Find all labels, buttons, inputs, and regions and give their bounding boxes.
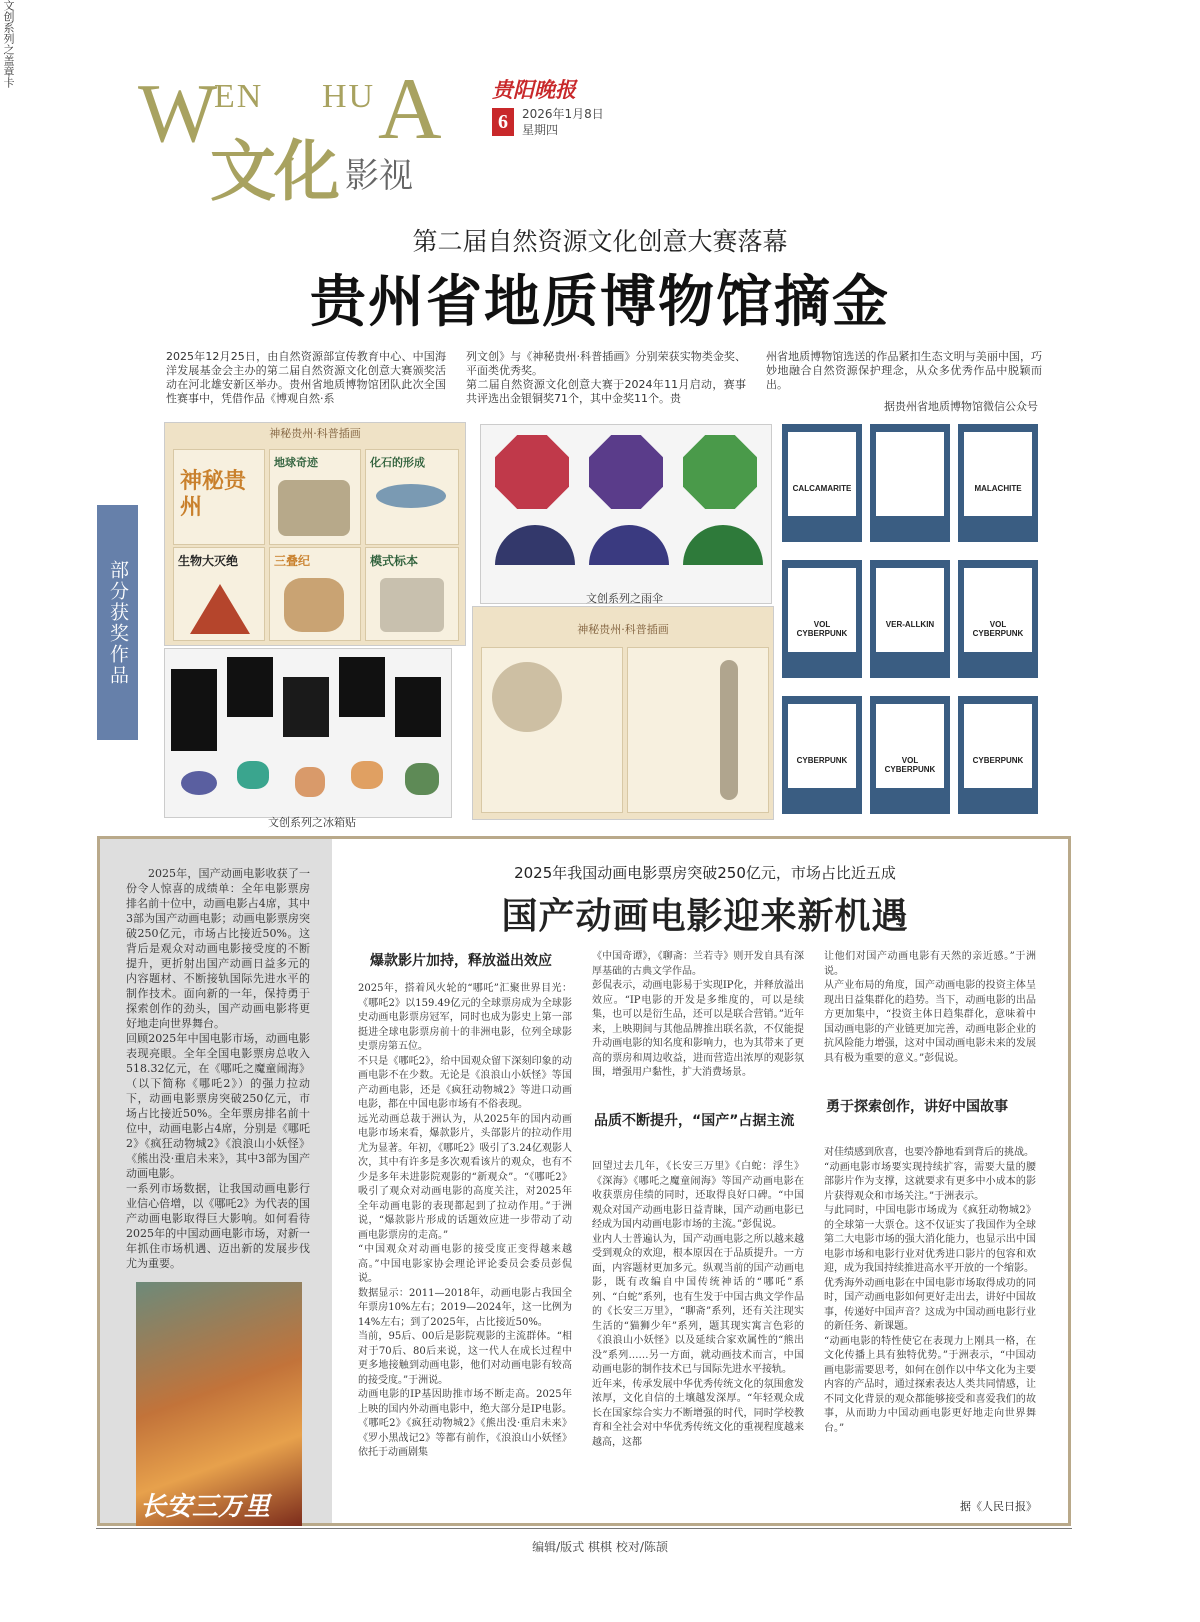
stamp-card xyxy=(782,424,862,542)
award-works-side-label: 部分获奖作品 xyxy=(97,505,138,740)
umbrella-open-blue xyxy=(589,525,669,565)
science-illustration-panel-2 xyxy=(472,606,774,820)
poster-card xyxy=(365,547,459,641)
magnet-color-3 xyxy=(295,767,325,797)
article2-headline: 国产动画电影迎来新机遇 xyxy=(501,896,909,937)
magnet-color-5 xyxy=(405,763,439,795)
stamp-label: CYBERPUNK xyxy=(796,756,848,765)
science-illustration-panel xyxy=(164,422,466,646)
stamp-card xyxy=(782,560,862,678)
umbrella-product-panel xyxy=(480,424,772,604)
stamp-label: VER-ALLKIN xyxy=(885,620,935,629)
masthead-letter-a: A xyxy=(378,61,442,158)
article2-section-heading-2: 品质不断提升，“国产”占据主流 xyxy=(594,1113,795,1129)
poster-card-title: 模式标本 xyxy=(370,554,419,568)
stamp-card-grid xyxy=(782,424,1042,819)
article2-col3b: 对佳绩感到欣喜，也要冷静地看到背后的挑战。 “动画电影市场要实现持续扩容，需要大量的腰部影片作为支撑，这就要求有更多中小成本的影片获得观众和市场关注。”于洲表示。 与此同时，中国电影市场成为《疯狂动物城2》的全球第一大票仓。这不仅证实了我国作为全球第二大电影市场的强大消化能力，也显示出中国电影市场和电影行业对优秀进口影片的包容和欢迎，成为我国持续推进高水平开放的一个缩影。 优秀海外动画电影在中国电影市场取得成功的同时，国产动画电影如何更好走出去，讲好中国故事，传递好中国声音？这成为中国动画电影行业的新任务、新课题。 “动画电影的特性使它在表现力上刚具一格，在文化传播上具有独特优势。”于洲表示，“中国动画电影需要思考，如何在创作以中华文化为主要内容的产品时，通过探索表达人类共同情感，让不同文化背景的观众都能够接受和喜爱我们的故事，从而助力中国动画电影更好地走向世界舞台。” xyxy=(824,1147,1036,1434)
article1-headline: 贵州省地质博物馆摘金 xyxy=(310,270,890,335)
article1-intro-col1: 2025年12月25日，由自然资源部宣传教育中心、中国海洋发展基金会主办的第二届自然资源文化创意大赛颁奖活动在河北雄安新区举办。贵州省地质博物馆团队此次全国性赛事中，凭借作品《博观自然·系 xyxy=(166,350,446,405)
masthead-letters-en: EN xyxy=(214,78,264,115)
umbrella-open-navy xyxy=(495,525,575,565)
poster-card-title: 三叠纪 xyxy=(274,554,311,568)
fossil-fish-illustration xyxy=(376,484,446,508)
stamp-card xyxy=(870,696,950,814)
fossil-skeleton xyxy=(720,660,738,800)
magnet-color-4 xyxy=(351,761,383,789)
rock-illustration xyxy=(278,480,350,536)
panel-banner: 神秘贵州·科普插画 xyxy=(269,427,361,440)
article1-source: 据贵州省地质博物馆微信公众号 xyxy=(884,400,1038,413)
stamp-card xyxy=(870,560,950,678)
page-number: 6 xyxy=(492,108,514,136)
poster-card-title: 神秘贵州 xyxy=(180,468,247,520)
fridge-magnet-panel xyxy=(164,648,452,818)
poster-card-title: 生物大灭绝 xyxy=(178,554,239,568)
umbrella-open-green xyxy=(683,525,763,565)
caption-fridge-magnet: 文创系列之冰箱贴 xyxy=(268,816,356,829)
newspaper-logo: 贵阳晚报 xyxy=(492,77,576,102)
fossil-plant-card xyxy=(481,647,623,813)
stamp-card xyxy=(782,696,862,814)
magnet-dark-3 xyxy=(283,677,329,737)
article2-col3a: 让他们对国产动画电影有天然的亲近感。”于洲说。 从产业布局的角度，国产动画电影的投资主体呈现出日益集群化的趋势。当下，动画电影的出品方更加集中，“投资主体日趋集群化，意味着中国动画电影的产业链更加完善，动画电影企业的抗风险能力增强，这对中国动画电影未来的发展具有极为重要的意义。”彭侃说。 xyxy=(824,951,1036,1064)
article1-intro-col3: 州省地质博物馆选送的作品紧扣生态文明与美丽中国，巧妙地融合自然资源保护理念，从众多优秀作品中脱颖而出。 xyxy=(766,350,1042,391)
issue-date-block xyxy=(522,106,604,138)
magnet-color-2 xyxy=(237,761,269,789)
stamp-label: VOL CYBERPUNK xyxy=(796,620,848,638)
article1-intro-col2: 列文创》与《神秘贵州·科普插画》分别荣获实物类金奖、平面类优秀奖。 第二届自然资源文化创意大赛于2024年11月启动，赛事共评选出金银铜奖71个，其中金奖11个。贵 xyxy=(466,350,746,405)
movie-poster-title: 长安三万里 xyxy=(140,1492,271,1522)
caption-umbrella: 文创系列之雨伞 xyxy=(586,592,663,605)
poster-card xyxy=(173,547,265,641)
footer-rule xyxy=(96,1528,1072,1529)
issue-date: 2026年1月8日 xyxy=(522,107,604,121)
stamp-label: CYBERPUNK xyxy=(972,756,1024,765)
stamp-card xyxy=(958,560,1038,678)
umbrella-canopy-purple xyxy=(589,435,663,509)
article2-col2a: 《中国奇谭》，《聊斋：兰若寺》则开发自具有深厚基础的古典文学作品。 彭侃表示，动画电影易于实现IP化，并释放溢出效应。“IP电影的开发是多维度的，可以是续集，也可以是衍生品，还可以是联合营销。”近年来，上映期间与其他品牌推出联名款，不仅能提升动画电影的知名度和影响力，也为其带来了更高的票房和周边收益，进而营造出浓厚的观影氛围，增强用户黏性，扩大消费场景。 xyxy=(592,951,804,1078)
poster-card-title: 地球奇迹 xyxy=(274,456,318,469)
masthead-letter-w: W xyxy=(138,67,218,160)
magnet-dark-1 xyxy=(171,669,217,751)
specimen-illustration xyxy=(380,578,444,632)
stamp-card xyxy=(958,696,1038,814)
stamp-card xyxy=(958,424,1038,542)
article2-sidebar-text: 2025年，国产动画电影收获了一份令人惊喜的成绩单：全年电影票房排名前十位中，动画电影占4席，其中3部为国产动画电影；动画电影票房突破250亿元，市场占比接近50%。这背后是观众对动画电影接受度的不断提升，更折射出国产动画日益多元的内容题材、不断接轨国际先进水平的制作技术。面向新的一年，保持勇于探索创作的劲头，国产动画电影将更好地走向世界舞台。 回顾2025年中国电影市场，动画电影表现亮眼。全年全国电影票房总收入518.32亿元，在《哪吒之魔童闹海》（以下简称《哪吒2》）的强力拉动下，动画电影票房突破250亿元，市场占比接近50%。全年票房排名前十位中，动画电影占4席，分别是《哪吒2》《疯狂动物城2》《浪浪山小妖怪》《熊出没·重启未来》，其中3部为国产动画电影。 一系列市场数据，让我国动画电影行业信心倍增，以《哪吒2》为代表的国产动画电影取得巨大影响。如何看待2025年的中国动画电影市场，对新一年抓住市场机遇、迈出新的发展步伐尤为重要。 xyxy=(126,867,310,1270)
caption-stamp-card: 文创系列之盖章卡 xyxy=(2,0,15,88)
issue-weekday: 星期四 xyxy=(522,123,559,137)
article2-source: 据《人民日报》 xyxy=(960,1500,1037,1513)
footer-credits: 编辑/版式 棋棋 校对/陈颉 xyxy=(532,1540,668,1554)
article2-section-heading-1: 爆款影片加持，释放溢出效应 xyxy=(370,953,552,969)
section-subtitle: 影视 xyxy=(345,156,413,196)
umbrella-canopy-green xyxy=(683,435,757,509)
masthead-letters-hu: HU xyxy=(322,78,376,115)
magnet-dark-2 xyxy=(227,657,273,717)
stamp-label: CALCAMARITE xyxy=(792,484,852,493)
volcano-illustration xyxy=(190,584,250,634)
article2-col1: 2025年，搭着风火轮的“哪吒”汇聚世界目光：《哪吒2》以159.49亿元的全球票房成为全球影史动画电影票房冠军，同时也成为影史上第一部挺进全球电影票房前十的非洲电影，位列全球影史票房第五位。 不只是《哪吒2》，给中国观众留下深刻印象的动画电影不在少数。无论是《浪浪山小妖怪》等国产动画电影，还是《疯狂动物城2》等进口动画电影，都在中国电影市场有不俗表现。 远光动画总裁于洲认为，从2025年的国内动画电影市场来看，爆款影片，头部影片的拉动作用尤为显著。年初，《哪吒2》吸引了3.24亿观影人次，其中有许多是多次观看该片的观众，也有不少是多年未进影院观影的“新观众”。“《哪吒2》吸引了观众对动画电影的高度关注，对2025年全年动画电影的表现都起到了拉动作用。”于洲说，“爆款影片形成的话题效应进一步带动了动画电影票房的走高。” “中国观众对动画电影的接受度正变得越来越高。”中国电影家协会理论评论委员会委员彭侃说。 数据显示：2011—2018年，动画电影占我国全年票房10%左右；2019—2024年，这一比例为14%左右；到了2025年，占比接近50%。 当前，95后、00后是影院观影的主流群体。“相对于70后、80后来说，这一代人在成长过程中更多地接触到动画电影，他们对动画电影有较高的接受度。”于洲说。 动画电影的IP基因助推市场不断走高。2025年上映的国内外动画电影中，绝大部分是IP电影。《哪吒2》《疯狂动物城2》《熊出没·重启未来》《罗小黑战记2》等都有前作，《浪浪山小妖怪》依托于动画剧集 xyxy=(358,983,572,1458)
poster-card xyxy=(365,449,459,545)
article1-subtitle: 第二届自然资源文化创意大赛落幕 xyxy=(412,227,788,256)
section-title: 文化 xyxy=(210,133,338,210)
article2-section-heading-3: 勇于探索创作，讲好中国故事 xyxy=(826,1099,1008,1115)
article2-subtitle: 2025年我国动画电影票房突破250亿元，市场占比近五成 xyxy=(514,864,896,882)
magnet-dark-4 xyxy=(339,657,385,717)
magnet-dark-5 xyxy=(395,677,441,737)
poster-card-title: 化石的形成 xyxy=(370,456,425,469)
magnet-color-1 xyxy=(181,771,217,795)
reptile-illustration xyxy=(284,578,344,632)
poster-card xyxy=(269,449,361,545)
umbrella-canopy-red xyxy=(495,435,569,509)
stamp-label: VOL CYBERPUNK xyxy=(972,620,1024,638)
poster-card xyxy=(269,547,361,641)
stamp-card xyxy=(870,424,950,542)
fossil-reptile-card xyxy=(627,647,769,813)
stamp-label: MALACHITE xyxy=(974,484,1022,493)
stamp-label: VOL CYBERPUNK xyxy=(884,756,936,774)
poster-card xyxy=(173,449,265,545)
fossil-stone xyxy=(492,662,562,732)
panel-banner: 神秘贵州·科普插画 xyxy=(577,623,669,636)
article2-col2b: 回望过去几年，《长安三万里》《白蛇：浮生》《深海》《哪吒之魔童闹海》等国产动画电影在收获票房佳绩的同时，还取得良好口碑。“中国观众对国产动画电影日益青睐，国产动画电影已经成为国内动画电影市场的主流。”彭侃说。 业内人士普遍认为，国产动画电影之所以越来越受到观众的欢迎，根本原因在于品质提升。一方面，内容题材更加多元。纵观当前的国产动画电影，既有改编自中国传统神话的“哪吒”系列、“白蛇”系列，也有生发于中国古典文学作品的《长安三万里》，“聊斋”系列，还有关注现实生活的“猫狮少年”系列，题其现实寓言色彩的《浪浪山小妖怪》以及延续合家欢属性的“熊出没”系列……另一方面，就动画技术而言，中国动画电影的制作技术已与国际先进水平接轨。 近年来，传承发展中华优秀传统文化的氛围愈发浓厚，文化自信的土壤越发深厚。“年轻观众成长在国家综合实力不断增强的时代，同时学校教育和全社会对中华优秀传统文化的重视程度越来越高，这都 xyxy=(592,1161,804,1448)
